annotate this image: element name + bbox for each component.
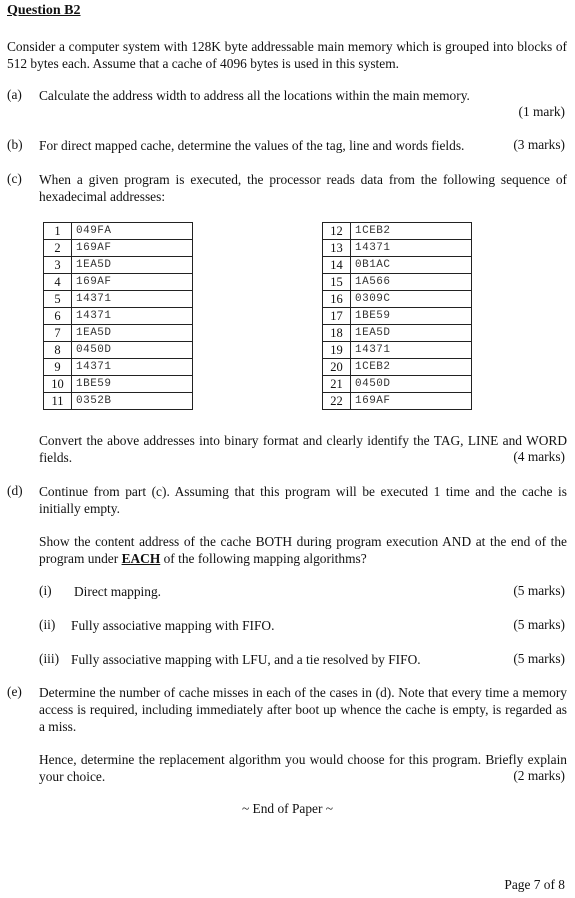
part-d-iii-marks: (5 marks) bbox=[513, 651, 565, 666]
hex-address: 1CEB2 bbox=[351, 223, 472, 240]
address-row bbox=[44, 223, 193, 240]
part-d-iii-label: (iii) bbox=[39, 651, 60, 666]
address-row bbox=[323, 223, 472, 240]
row-number: 9 bbox=[44, 359, 72, 376]
address-table-left bbox=[43, 222, 193, 410]
row-number: 22 bbox=[323, 393, 351, 410]
row-number: 21 bbox=[323, 376, 351, 393]
part-d-text: Continue from part (c). Assuming that this program will be executed 1 time and the cache is initially empty. bbox=[39, 484, 567, 516]
address-row bbox=[44, 359, 193, 376]
part-a-marks: (1 mark) bbox=[518, 104, 565, 119]
address-row bbox=[323, 359, 472, 376]
row-number: 8 bbox=[44, 342, 72, 359]
address-row bbox=[44, 376, 193, 393]
hex-address: 14371 bbox=[72, 308, 193, 325]
part-c-text: When a given program is executed, the processor reads data from the following sequence of hexadecimal addresses: bbox=[39, 172, 567, 204]
part-d-ii-text: Fully associative mapping with FIFO. bbox=[71, 618, 275, 633]
address-row bbox=[44, 325, 193, 342]
show-text-1: Show the content address of the cache BOTH during program execution AND at the end of the program under bbox=[39, 534, 567, 566]
row-number: 1 bbox=[44, 223, 72, 240]
part-d-iii-text: Fully associative mapping with LFU, and a tie resolved by FIFO. bbox=[71, 652, 421, 667]
hex-address: 14371 bbox=[351, 240, 472, 257]
hex-address: 1EA5D bbox=[72, 257, 193, 274]
hex-address: 14371 bbox=[351, 342, 472, 359]
row-number: 4 bbox=[44, 274, 72, 291]
row-number: 3 bbox=[44, 257, 72, 274]
part-e-text: Determine the number of cache misses in each of the cases in (d). Note that every time a memory access is required, including immediately after boot up whence the cache is empty, is regarded as a miss. bbox=[39, 685, 567, 734]
part-a-label: (a) bbox=[7, 87, 22, 102]
row-number: 2 bbox=[44, 240, 72, 257]
part-e-hence-text: Hence, determine the replacement algorithm you would choose for this program. Briefly explain your choice. bbox=[39, 752, 567, 784]
part-b-marks: (3 marks) bbox=[513, 137, 565, 152]
address-row bbox=[44, 291, 193, 308]
hex-address: 1CEB2 bbox=[351, 359, 472, 376]
hex-address: 169AF bbox=[72, 240, 193, 257]
row-number: 14 bbox=[323, 257, 351, 274]
row-number: 15 bbox=[323, 274, 351, 291]
hex-address: 1BE59 bbox=[351, 308, 472, 325]
hex-address: 1A566 bbox=[351, 274, 472, 291]
hex-address: 1BE59 bbox=[72, 376, 193, 393]
hex-address: 049FA bbox=[72, 223, 193, 240]
part-d-i-text: Direct mapping. bbox=[74, 584, 162, 599]
address-row bbox=[44, 393, 193, 410]
row-number: 6 bbox=[44, 308, 72, 325]
address-row bbox=[44, 308, 193, 325]
hex-address: 0450D bbox=[72, 342, 193, 359]
row-number: 5 bbox=[44, 291, 72, 308]
part-c-convert-text: Convert the above addresses into binary format and clearly identify the TAG, LINE and WORD fields. bbox=[39, 433, 567, 465]
hex-address: 0B1AC bbox=[351, 257, 472, 274]
row-number: 7 bbox=[44, 325, 72, 342]
part-d-label: (d) bbox=[7, 483, 23, 498]
hex-address: 14371 bbox=[72, 359, 193, 376]
hex-address: 0309C bbox=[351, 291, 472, 308]
address-row bbox=[323, 342, 472, 359]
address-row bbox=[44, 240, 193, 257]
row-number: 11 bbox=[44, 393, 72, 410]
row-number: 18 bbox=[323, 325, 351, 342]
hex-address: 14371 bbox=[72, 291, 193, 308]
row-number: 13 bbox=[323, 240, 351, 257]
part-d-ii-marks: (5 marks) bbox=[513, 617, 565, 632]
address-row bbox=[323, 257, 472, 274]
address-row bbox=[44, 257, 193, 274]
address-row bbox=[323, 308, 472, 325]
part-b-text: For direct mapped cache, determine the values of the tag, line and words fields. bbox=[39, 138, 465, 153]
address-row bbox=[323, 376, 472, 393]
show-text-2: of the following mapping algorithms? bbox=[160, 551, 367, 566]
row-number: 20 bbox=[323, 359, 351, 376]
address-row bbox=[323, 240, 472, 257]
row-number: 12 bbox=[323, 223, 351, 240]
each-emphasis: EACH bbox=[121, 551, 161, 566]
address-table-right bbox=[322, 222, 472, 410]
question-title: Question B2 bbox=[7, 3, 81, 18]
address-row bbox=[44, 274, 193, 291]
intro-paragraph: Consider a computer system with 128K byte addressable main memory which is grouped into blocks of 512 bytes each. Assume that a cache of 4096 bytes is used in this system. bbox=[7, 39, 567, 71]
address-row bbox=[323, 274, 472, 291]
address-row bbox=[323, 291, 472, 308]
part-b-label: (b) bbox=[7, 137, 23, 152]
end-of-paper: ~ End of Paper ~ bbox=[241, 801, 334, 816]
part-e-marks: (2 marks) bbox=[513, 768, 565, 783]
row-number: 16 bbox=[323, 291, 351, 308]
address-row bbox=[44, 342, 193, 359]
address-row bbox=[323, 393, 472, 410]
hex-address: 169AF bbox=[351, 393, 472, 410]
part-e-label: (e) bbox=[7, 684, 22, 699]
part-c-label: (c) bbox=[7, 171, 22, 186]
hex-address: 1EA5D bbox=[72, 325, 193, 342]
part-a-text: Calculate the address width to address all the locations within the main memory. bbox=[39, 88, 470, 103]
part-d-ii-label: (ii) bbox=[39, 617, 56, 632]
row-number: 19 bbox=[323, 342, 351, 359]
part-c-marks: (4 marks) bbox=[513, 449, 565, 464]
address-row bbox=[323, 325, 472, 342]
hex-address: 169AF bbox=[72, 274, 193, 291]
page-number: Page 7 of 8 bbox=[504, 877, 565, 892]
part-d-i-marks: (5 marks) bbox=[513, 583, 565, 598]
part-d-i-label: (i) bbox=[39, 583, 52, 598]
hex-address: 0450D bbox=[351, 376, 472, 393]
row-number: 10 bbox=[44, 376, 72, 393]
hex-address: 1EA5D bbox=[351, 325, 472, 342]
row-number: 17 bbox=[323, 308, 351, 325]
part-d-show-text bbox=[39, 533, 567, 567]
hex-address: 0352B bbox=[72, 393, 193, 410]
